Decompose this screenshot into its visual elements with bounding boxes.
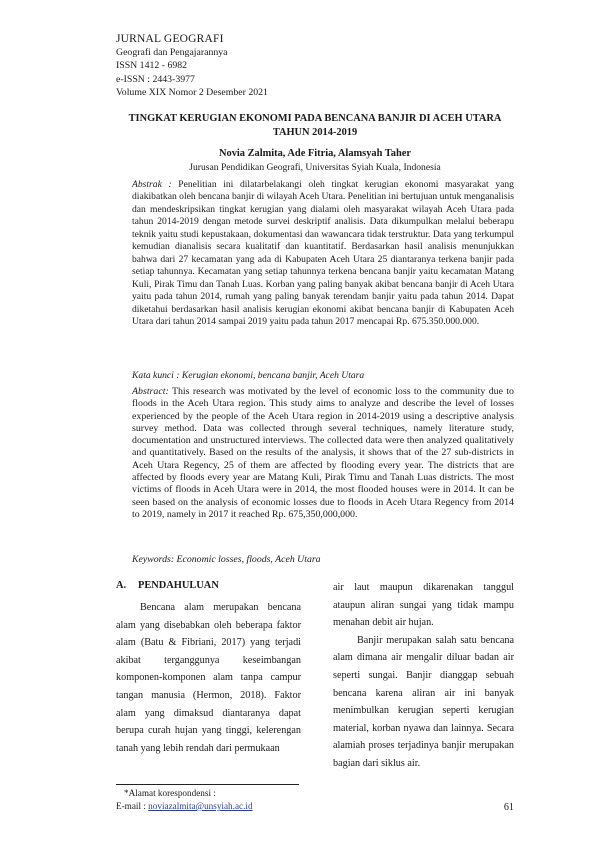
page-number: 61	[503, 802, 514, 813]
eissn: e-ISSN : 2443-3977	[116, 73, 195, 85]
abstract-english	[132, 386, 514, 521]
footnote-email-line	[116, 800, 253, 812]
volume-info: Volume XIX Nomor 2 Desember 2021	[116, 87, 268, 99]
abstract-en-label: Abstract:	[132, 386, 169, 397]
email-label: E-mail :	[116, 801, 146, 811]
intro-paragraph-1: Bencana alam merupakan bencana alam yang disebabkan oleh beberapa faktor alam (Batu & Fibriani, 2017) yang terjadi akibat terganggunya keseimbangan komponen-komponen alam tanpa campur tangan manusia (Hermon, 2018). Faktor alam yang dimaksud diantaranya dapat berupa curah hujan yang tinggi, kelerengan tanah yang lebih rendah dari permukaan	[116, 602, 301, 754]
keywords-indonesian	[132, 370, 514, 382]
article-title: TINGKAT KERUGIAN EKONOMI PADA BENCANA BANJIR DI ACEH UTARA TAHUN 2014-2019	[128, 113, 502, 138]
section-heading	[116, 579, 219, 592]
section-number: A.	[116, 580, 127, 591]
abstract-id-text: Penelitian ini dilatarbelakangi oleh tingkat kerugian ekonomi masyarakat yang diakibatkan oleh bencana banjir di wilayah Aceh Utara. Penelitian ini bertujuan untuk menganalisis dan mendeskripsikan tingkat kerugian yang dialami oleh masyarakat wilayah Aceh Utara pada tahun 2014-2019 dengan metode survei deskriptif analisis. Data dikumpulkan melalui beberapu teknik yaitu studi kepustakaan, dokumentasi dan wawancara tidak terstruktur. Data yang terkumpul kemudian dianalisis secara kualitatif dan kuantitatif. Berdasarkan hasil analisis menunjukkan bahwa dari 27 kecamatan yang ada di Kabupaten Aceh Utara 25 diantaranya terkena banjir pada setiap tahunnya. Kecamatan yang setiap tahunnya terkena bencana banjir yaitu kecamatan Matang Kuli, Pirak Timu dan Tanah Luas. Korban yang paling banyak akibat bencana banjir di Aceh Utara yaitu pada tahun 2014, rumah yang paling banyak terendam banjir yaitu pada tahun 2014. Dapat diketahui berdasarkan hasil analisis kerugian ekonomi akibat bencana banjir di Kabupaten Aceh Utara dari tahun 2014 sampai 2019 yaitu pada tahun 2017 mencapai Rp. 675.350.000.000.	[132, 179, 514, 327]
keywords-english	[132, 554, 514, 566]
journal-name: JURNAL GEOGRAFI	[116, 33, 224, 45]
keywords-en-label: Keywords:	[132, 554, 175, 565]
abstract-indonesian	[132, 179, 514, 328]
keywords-en-text: Economic losses, floods, Aceh Utara	[176, 554, 321, 565]
author-affiliation: Jurusan Pendidikan Geografi, Universitas Syiah Kuala, Indonesia	[189, 162, 441, 173]
issn: ISSN 1412 - 6982	[116, 60, 188, 72]
journal-header	[116, 33, 416, 100]
footnote-divider	[116, 784, 299, 785]
keywords-id-label: Kata kunci :	[132, 370, 180, 381]
left-column	[116, 599, 301, 757]
email-link[interactable]: noviazalmita@unsyiah.ac.id	[148, 801, 253, 811]
journal-subtitle: Geografi dan Pengajarannya	[116, 47, 228, 58]
abstract-id-label: Abstrak :	[132, 179, 172, 190]
abstract-en-text: This research was motivated by the level of economic loss to the community due to floods in the Aceh Utara region. This study aims to analyze and describe the level of losses experienced by the people of the Aceh Utara region in 2014-2019 using a descriptive analysis survey method. Data was collected through several techniques, namely literature study, documentation and unstructured interviews. The collected data were then analyzed qualitatively and quantitatively. Based on the results of the analysis, it shows that of the 27 sub-districts in Aceh Utara Regency, 25 of them are affected by flooding every year. The districts that are affected by floods every year are Matang Kuli, Pirak Timu and Tanah Luas districts. The most victims of floods in Aceh Utara were in 2014, the most flooded houses were in 2014. It can be seen based on the analysis of economic losses due to floods in Aceh Utara Regency from 2014 to 2019, namely in 2017 it reached Rp. 675,350,000,000.	[132, 386, 514, 520]
right-column	[333, 579, 514, 773]
footnote-correspondence: *Alamat korespondensi :	[124, 788, 216, 798]
section-title: PENDAHULUAN	[138, 580, 219, 591]
intro-paragraph-continued: air laut maupun dikarenakan tanggul ataupun aliran sungai yang tidak mampu menahan debit air hujan.	[333, 582, 514, 629]
article-authors: Novia Zalmita, Ade Fitria, Alamsyah Taher	[219, 148, 411, 159]
keywords-id-text: Kerugian ekonomi, bencana banjir, Aceh Utara	[181, 370, 365, 381]
intro-paragraph-2: Banjir merupakan salah satu bencana alam dimana air mengalir diluar badan air seperti sungai. Banjir dianggap sebuah bencana karena aliran air ini banyak menimbulkan kerugian seperti kerugian material, korban nyawa dan lainnya. Secara alamiah proses terjadinya banjir merupakan bagian dari siklus air.	[333, 634, 514, 769]
